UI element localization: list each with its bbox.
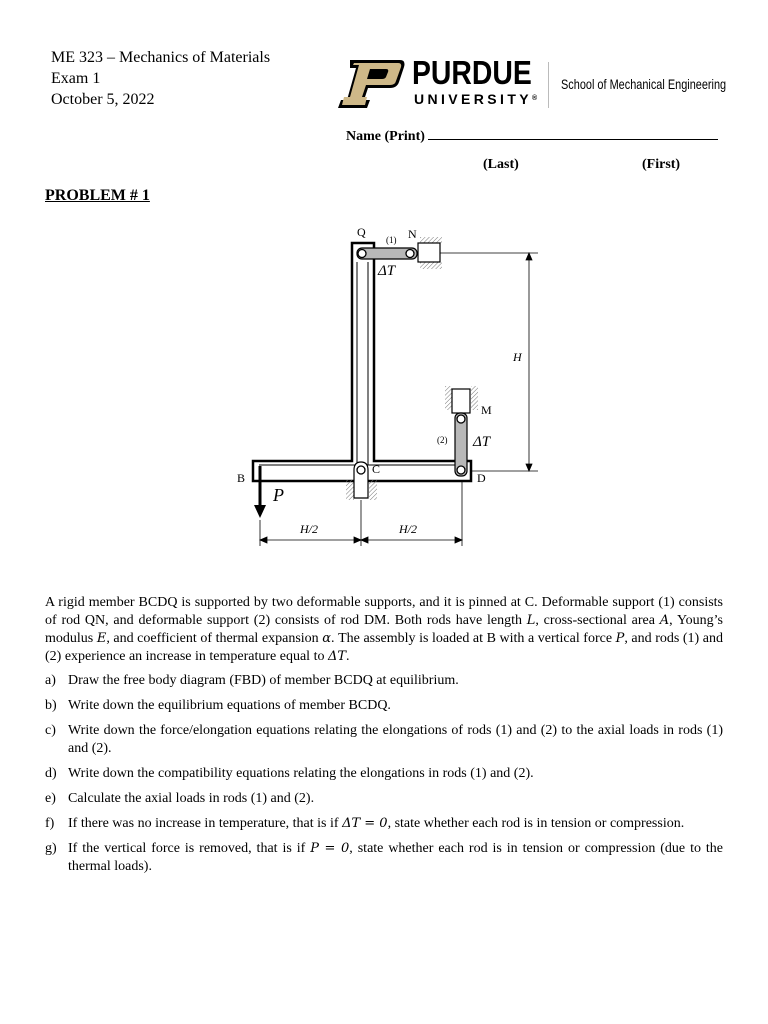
last-name-label: (Last): [483, 157, 519, 172]
intro-text-3: , Young’s modulus: [45, 613, 723, 646]
intro-symbol-p: P: [615, 631, 625, 646]
question-text: If the vertical force is removed, that is if: [68, 841, 311, 856]
question-item: [45, 840, 723, 876]
load-p-arrow: [254, 466, 266, 518]
intro-text-1: A rigid member BCDQ is supported by two deformable supports, and it is pinned at C. Deformable support (1) consists of rod QN, and deformable support (2) consists of rod DM. Both rods have length: [45, 595, 723, 628]
rigid-member-bcdq: [253, 243, 471, 481]
logo-trademark: ®: [532, 95, 538, 102]
exam-date: October 5, 2022: [51, 91, 155, 108]
label-delta-t-2: ΔT: [473, 434, 491, 450]
question-math: ΔT = 0: [342, 816, 388, 831]
label-q: Q: [357, 225, 366, 239]
intro-symbol-e: E: [96, 631, 107, 646]
question-letter: e): [45, 791, 56, 806]
school-name: School of Mechanical Engineering: [561, 76, 727, 92]
name-field: [346, 127, 718, 145]
exam-label: Exam 1: [51, 70, 101, 87]
logo-subtitle-text: UNIVERSITY: [414, 91, 533, 107]
intro-symbol-delta-t: ΔT: [327, 649, 347, 664]
dimension-half-h: [260, 482, 462, 546]
support-n: [418, 237, 442, 269]
question-text: Write down the force/elongation equations relating the elongations of rods (1) and (2) to the axial loads in rods (1) and (2).: [68, 723, 723, 756]
label-p: P: [273, 485, 284, 505]
intro-text-5: . The assembly is loaded at B with a vertical force: [331, 631, 616, 646]
label-half-h-left: H/2: [300, 522, 318, 536]
intro-symbol-alpha: α: [322, 631, 332, 646]
course-header: [51, 47, 270, 110]
question-letter: d): [45, 766, 57, 781]
problem-title: PROBLEM # 1: [45, 187, 150, 204]
label-d: D: [477, 471, 486, 485]
question-letter: f): [45, 816, 55, 831]
label-h: H: [513, 350, 522, 364]
question-text-end: , state whether each rod is in tension or compression (due to the thermal loads).: [68, 841, 723, 874]
label-half-h-right: H/2: [399, 522, 417, 536]
question-letter: b): [45, 698, 57, 713]
intro-text-7: .: [346, 649, 350, 664]
label-rod-1: (1): [386, 235, 397, 245]
intro-text-2: , cross-sectional area: [535, 613, 660, 628]
first-name-label: (First): [642, 157, 681, 172]
dimension-h: [440, 253, 538, 471]
label-b: B: [237, 471, 246, 485]
logo-subtitle: [414, 91, 537, 107]
question-list: [45, 672, 723, 876]
intro-symbol-a: A: [659, 613, 670, 628]
problem-intro: [45, 594, 723, 666]
support-m: [445, 386, 478, 413]
question-letter: a): [45, 673, 56, 688]
name-field-label: Name (Print): [346, 129, 425, 144]
problem-statement: [45, 594, 723, 883]
question-text-end: , state whether each rod is in tension or compression.: [387, 816, 685, 831]
label-rod-2: (2): [437, 435, 448, 445]
purdue-p-mark-icon: [336, 58, 406, 110]
course-title: ME 323 – Mechanics of Materials: [51, 49, 271, 66]
rod-2-dm: [455, 413, 467, 476]
question-item: [45, 672, 723, 690]
intro-text-4: , and coefficient of thermal expansion: [106, 631, 323, 646]
rod-1-qn: [357, 248, 417, 259]
intro-text-6: , and rods (1) and (2) experience an increase in temperature equal to: [45, 631, 724, 664]
question-text: Calculate the axial loads in rods (1) and (2).: [68, 791, 315, 806]
label-c: C: [372, 462, 381, 476]
question-item: [45, 815, 723, 833]
label-m: M: [481, 403, 492, 417]
question-letter: g): [45, 841, 57, 856]
question-item: [45, 765, 723, 783]
question-math: P = 0: [310, 841, 350, 856]
question-item: [45, 722, 723, 758]
logo-wordmark: PURDUE: [412, 54, 532, 91]
question-text: Write down the compatibility equations relating the elongations in rods (1) and (2).: [68, 766, 534, 781]
label-delta-t-1: ΔT: [378, 263, 396, 279]
question-text: Draw the free body diagram (FBD) of member BCDQ at equilibrium.: [68, 673, 459, 688]
label-n: N: [408, 227, 417, 241]
question-text: Write down the equilibrium equations of member BCDQ.: [68, 698, 391, 713]
question-item: [45, 790, 723, 808]
intro-symbol-l: L: [526, 613, 536, 628]
question-text: If there was no increase in temperature, that is if: [68, 816, 343, 831]
question-letter: c): [45, 723, 56, 738]
logo-divider: [548, 62, 549, 108]
purdue-logo: [336, 54, 727, 114]
name-blank-line[interactable]: [428, 127, 718, 140]
question-item: [45, 697, 723, 715]
pin-support-c: [346, 462, 377, 500]
